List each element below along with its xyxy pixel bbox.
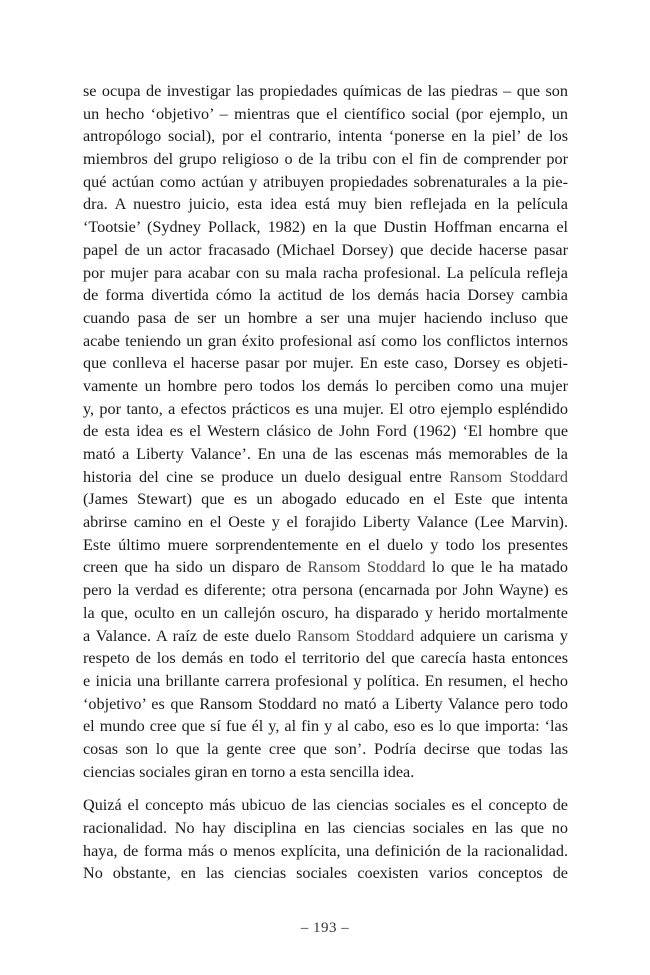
ransom-stoddard-name: Ransom Stoddard: [307, 558, 426, 577]
text-line: [83, 625, 568, 648]
text-segment: creen que ha sido un disparo de: [83, 558, 308, 577]
text-line: ‘Tootsie’ (Sydney Pollack, 1982) en la que Dustin Hoffman encarna el: [83, 218, 568, 237]
text-segment: historia del cine se produce un duelo desigual entre: [83, 467, 450, 486]
text-line: [83, 556, 568, 579]
text-line: se ocupa de investigar las propiedades químicas de las piedras – que son: [83, 82, 568, 100]
text-line: (James Stewart) que es un abogado educado en el Este que intenta: [83, 490, 568, 509]
text-line: mató a Liberty Valance’. En una de las escenas más memorables de la: [83, 445, 568, 463]
text-line: el mundo cree que sí fue él y, al fin y al cabo, eso es lo que importa: ‘las: [83, 717, 568, 736]
text-line: por mujer para acabar con su mala racha profesional. La película refleja: [83, 263, 568, 282]
text-line: cuando pasa de ser un hombre a ser una mujer haciendo incluso que: [83, 308, 568, 327]
text-segment: lo que le ha matado: [425, 558, 568, 577]
text-line: que conlleva el hacerse pasar por mujer. En este caso, Dorsey es objeti-: [83, 354, 568, 373]
text-line: de esta idea es el Western clásico de John Ford (1962) ‘El hombre que: [83, 422, 568, 441]
text-line: racionalidad. No hay disciplina en las ciencias sociales en las que no: [83, 819, 568, 837]
paragraph-1: [83, 80, 568, 783]
page-number: – 193 –: [300, 920, 350, 936]
text-line: la que, oculto en un callejón oscuro, ha disparado y herido mortalmente: [83, 603, 568, 622]
paragraph-2: [83, 794, 568, 885]
text-line: vamente un hombre pero todos los demás lo perciben como una mujer: [83, 376, 568, 395]
text-line: Quizá el concepto más ubicuo de las ciencias sociales es el concepto de: [83, 796, 568, 815]
paragraph-spacer: [83, 783, 568, 794]
text-line: e inicia una brillante carrera profesional y política. En resumen, el hecho: [83, 671, 568, 690]
text-line: de forma divertida cómo la actitud de los demás hacia Dorsey cambia: [83, 286, 568, 305]
text-line: abrirse camino en el Oeste y el forajido Liberty Valance (Lee Marvin).: [83, 513, 568, 532]
text-line: qué actúan como actúan y atribuyen propiedades sobrenaturales a la pie-: [83, 172, 568, 191]
text-line: haya, de forma más o menos explícita, una definición de la racionalidad.: [83, 841, 568, 860]
text-line: ciencias sociales giran en torno a esta sencilla idea.: [83, 762, 415, 781]
text-line: acabe teniendo un gran éxito profesional así como los conflictos internos: [83, 331, 568, 350]
ransom-stoddard-name: Ransom Stoddard: [296, 626, 415, 645]
text-line: [83, 466, 568, 489]
text-line: dra. A nuestro juicio, esta idea está muy bien reflejada en la película: [83, 195, 568, 214]
text-line: Este último muere sorprendentemente en el duelo y todo los presentes: [83, 535, 568, 554]
text-line: No obstante, en las ciencias sociales coexisten varios conceptos de: [83, 864, 568, 883]
text-line: y, por tanto, a efectos prácticos es una mujer. El otro ejemplo espléndido: [83, 399, 568, 418]
text-line: cosas son lo que la gente cree que son’. Podría decirse que todas las: [83, 739, 568, 758]
text-line: miembros del grupo religioso o de la tribu con el fin de comprender por: [83, 150, 568, 169]
text-segment: a Valance. A raíz de este duelo: [83, 626, 297, 645]
text-line: antropólogo social), por el contrario, intenta ‘ponerse en la piel’ de los: [83, 127, 568, 146]
body-text: [83, 80, 568, 885]
text-line: un hecho ‘objetivo’ – mientras que el científico social (por ejemplo, un: [83, 104, 568, 123]
text-line: ‘objetivo’ es que Ransom Stoddard no mató a Liberty Valance pero todo: [83, 694, 568, 713]
text-line: papel de un actor fracasado (Michael Dorsey) que decide hacerse pasar: [83, 240, 568, 259]
ransom-stoddard-name: Ransom Stoddard: [449, 467, 569, 486]
text-line: pero la verdad es diferente; otra persona (encarnada por John Wayne) es: [83, 581, 568, 600]
text-segment: adquiere un carisma y: [414, 626, 569, 645]
text-line: respeto de los demás en todo el territorio del que carecía hasta entonces: [83, 649, 568, 668]
